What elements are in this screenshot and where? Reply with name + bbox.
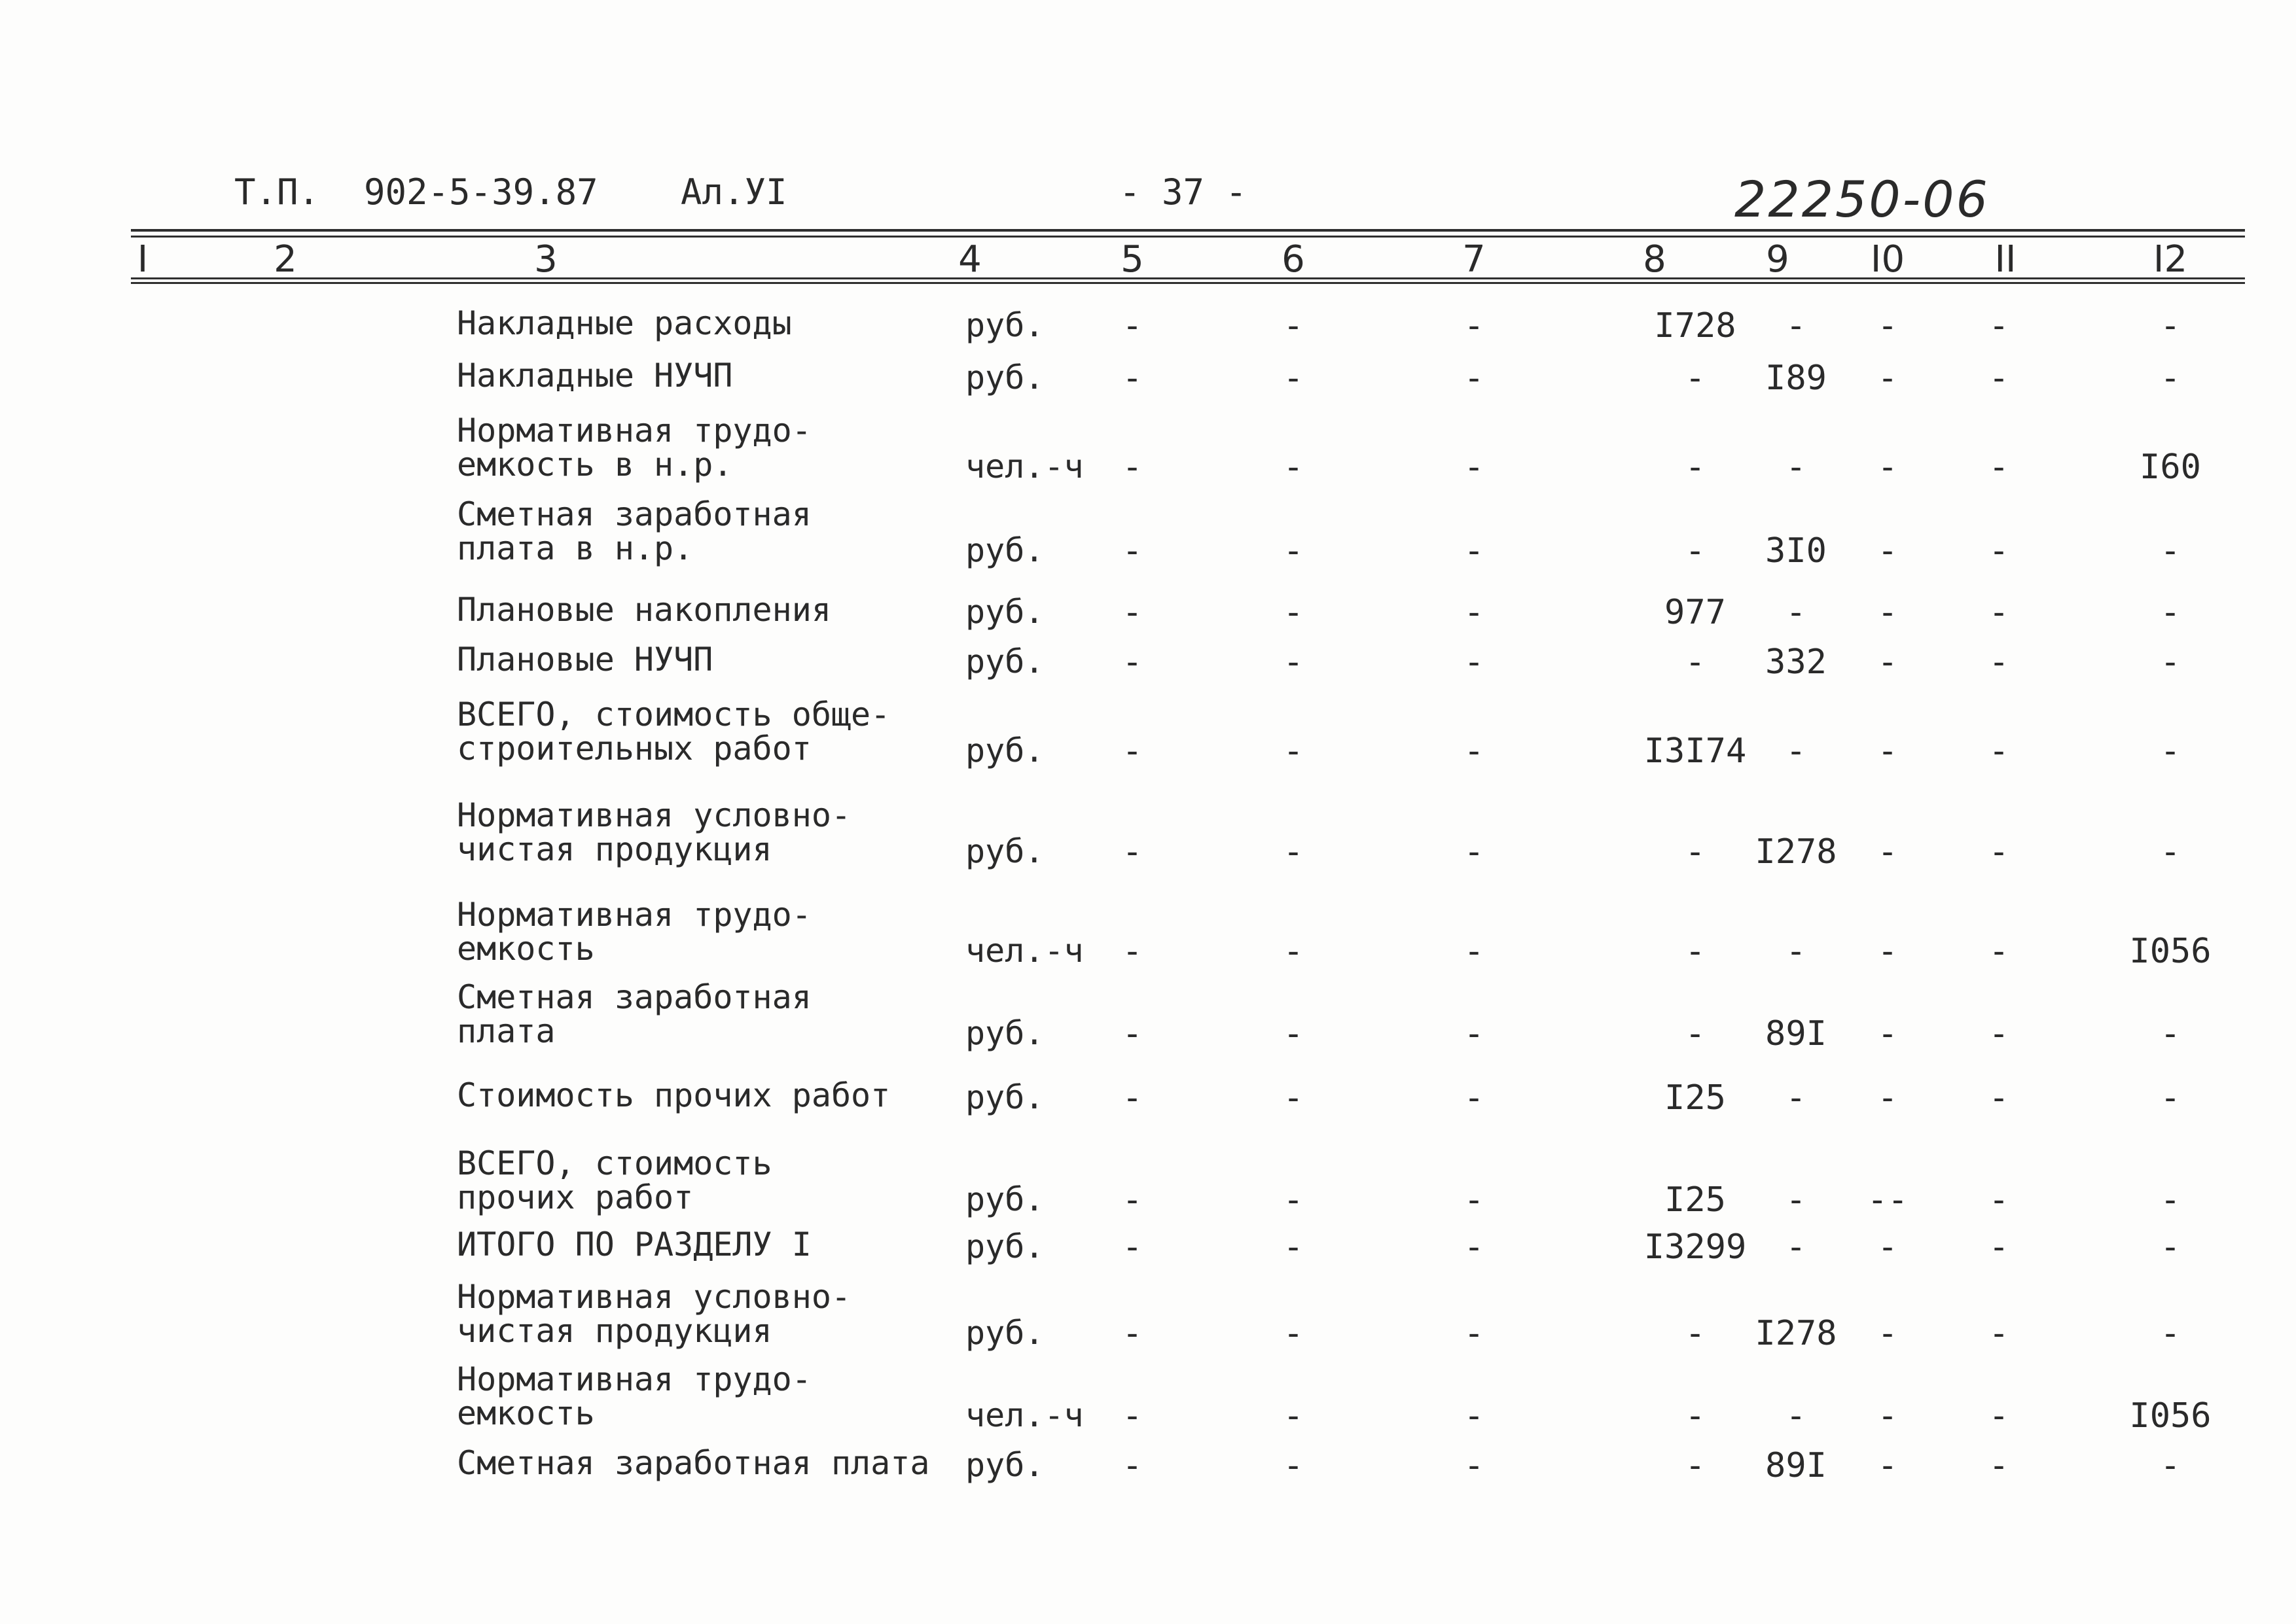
row-name — [457, 359, 732, 393]
row-value-col-9: - — [1785, 732, 1806, 771]
row-value-col-5: - — [1122, 643, 1143, 682]
row-value-col-5: - — [1122, 306, 1143, 345]
row-value-col-10: - — [1877, 1014, 1898, 1053]
project-label: Т.П. — [234, 171, 320, 213]
column-number: 2 — [274, 238, 297, 281]
row-value-col-5: - — [1122, 1014, 1143, 1053]
row-value-col-5: - — [1122, 1396, 1143, 1436]
column-number: I2 — [2153, 238, 2188, 281]
row-name-line: Накладные НУЧП — [457, 357, 733, 395]
row-name — [457, 1078, 890, 1112]
album-label: Ал.УI — [681, 171, 787, 213]
row-value-col-7: - — [1463, 1314, 1484, 1353]
row-unit: руб. — [965, 531, 1045, 569]
row-value-col-7: - — [1463, 832, 1484, 872]
row-name — [457, 1362, 812, 1430]
row-name — [457, 643, 713, 677]
row-value-col-10: - — [1877, 306, 1898, 345]
row-value-col-11: - — [1988, 1314, 2009, 1353]
row-value-col-11: - — [1988, 1446, 2009, 1485]
row-name-line: ВСЕГО, стоимость обще- — [457, 696, 891, 733]
row-name — [457, 980, 812, 1048]
row-name-line: ВСЕГО, стоимость — [457, 1144, 772, 1182]
row-value-col-7: - — [1463, 1078, 1484, 1118]
row-value-col-10: - — [1877, 1314, 1898, 1353]
row-value-col-8: I25 — [1664, 1180, 1726, 1220]
row-name — [457, 414, 812, 482]
row-value-col-9: - — [1785, 593, 1806, 632]
row-name-line: чистая продукция — [457, 830, 772, 868]
row-value-col-11: - — [1988, 593, 2009, 632]
row-value-col-10: - — [1877, 1396, 1898, 1436]
row-value-col-5: - — [1122, 359, 1143, 398]
row-value-col-12: - — [2160, 1014, 2181, 1053]
row-name-line: емкость в н.р. — [457, 446, 733, 484]
row-value-col-6: - — [1283, 732, 1304, 771]
row-name-line: строительных работ — [457, 730, 812, 768]
row-value-col-10: - — [1877, 932, 1898, 971]
row-value-col-9: I89 — [1765, 359, 1827, 398]
column-number: 7 — [1462, 238, 1486, 281]
row-value-col-12: I60 — [2140, 448, 2201, 487]
row-unit: руб. — [965, 1180, 1045, 1218]
row-value-col-5: - — [1122, 932, 1143, 971]
row-name — [457, 306, 792, 340]
row-name-line: Сметная заработная — [457, 495, 812, 533]
column-number: 6 — [1282, 238, 1305, 281]
row-value-col-12: - — [2160, 643, 2181, 682]
row-value-col-11: - — [1988, 932, 2009, 971]
row-value-col-5: - — [1122, 1078, 1143, 1118]
row-value-col-12: I056 — [2129, 932, 2212, 971]
row-value-col-9: - — [1785, 932, 1806, 971]
row-value-col-6: - — [1283, 359, 1304, 398]
row-value-col-8: I3299 — [1643, 1227, 1747, 1267]
row-value-col-8: - — [1685, 1014, 1706, 1053]
row-value-col-7: - — [1463, 1014, 1484, 1053]
project-code: 902-5-39.87 — [364, 171, 598, 213]
row-value-col-7: - — [1463, 732, 1484, 771]
row-value-col-7: - — [1463, 1180, 1484, 1220]
row-value-col-12: - — [2160, 1446, 2181, 1485]
row-value-col-10: - — [1877, 593, 1898, 632]
row-name-line: Нормативная трудо- — [457, 1360, 812, 1398]
top-rule-1 — [131, 229, 2245, 232]
row-value-col-12: - — [2160, 359, 2181, 398]
row-value-col-11: - — [1988, 448, 2009, 487]
row-name — [457, 697, 890, 766]
row-value-col-10: - — [1877, 732, 1898, 771]
row-unit: руб. — [965, 1314, 1045, 1352]
row-name-line: Плановые НУЧП — [457, 641, 713, 679]
row-value-col-7: - — [1463, 593, 1484, 632]
row-name-line: емкость — [457, 930, 595, 968]
column-number: I0 — [1870, 238, 1905, 281]
row-unit: чел.-ч — [965, 932, 1084, 970]
row-name-line: емкость — [457, 1394, 595, 1432]
row-value-col-9: 332 — [1765, 643, 1827, 682]
row-value-col-6: - — [1283, 932, 1304, 971]
row-name — [457, 1280, 851, 1348]
row-unit: руб. — [965, 643, 1045, 680]
row-value-col-6: - — [1283, 1014, 1304, 1053]
row-name-line: Сметная заработная — [457, 978, 812, 1016]
row-name-line: чистая продукция — [457, 1312, 772, 1350]
column-number: II — [1994, 238, 2017, 281]
row-name — [457, 1227, 812, 1262]
row-name-line: Стоимость прочих работ — [457, 1076, 891, 1114]
document-number: 22250-06 — [1734, 170, 1990, 228]
row-name-line: Нормативная условно- — [457, 1278, 852, 1316]
row-value-col-8: 977 — [1664, 593, 1726, 632]
row-value-col-7: - — [1463, 932, 1484, 971]
row-value-col-9: I278 — [1755, 1314, 1837, 1353]
row-value-col-11: - — [1988, 1180, 2009, 1220]
row-value-col-12: I056 — [2129, 1396, 2212, 1436]
row-value-col-8: - — [1685, 359, 1706, 398]
row-value-col-12: - — [2160, 732, 2181, 771]
row-unit: руб. — [965, 1078, 1045, 1116]
row-unit: руб. — [965, 832, 1045, 870]
column-number: 3 — [534, 238, 558, 281]
row-value-col-10: - — [1877, 1078, 1898, 1118]
column-header-rule-2 — [131, 282, 2245, 284]
row-value-col-5: - — [1122, 531, 1143, 571]
row-value-col-5: - — [1122, 732, 1143, 771]
row-value-col-7: - — [1463, 306, 1484, 345]
row-value-col-12: - — [2160, 593, 2181, 632]
row-value-col-7: - — [1463, 448, 1484, 487]
row-name-line: Нормативная трудо- — [457, 896, 812, 934]
row-name — [457, 1446, 929, 1480]
row-value-col-11: - — [1988, 1227, 2009, 1267]
row-value-col-10: - — [1877, 643, 1898, 682]
row-value-col-8: - — [1685, 1396, 1706, 1436]
row-name — [457, 798, 851, 866]
row-name — [457, 898, 812, 966]
row-value-col-9: - — [1785, 306, 1806, 345]
row-name-line: ИТОГО ПО РАЗДЕЛУ I — [457, 1226, 812, 1263]
row-unit: руб. — [965, 1227, 1045, 1265]
row-unit: руб. — [965, 306, 1045, 344]
row-name — [457, 1146, 772, 1214]
row-value-col-11: - — [1988, 359, 2009, 398]
row-value-col-9: 3I0 — [1765, 531, 1827, 571]
row-value-col-11: - — [1988, 643, 2009, 682]
row-unit: руб. — [965, 1014, 1045, 1052]
row-value-col-10: - — [1877, 832, 1898, 872]
row-value-col-5: - — [1122, 1314, 1143, 1353]
row-value-col-7: - — [1463, 1227, 1484, 1267]
row-name-line: прочих работ — [457, 1178, 694, 1216]
row-value-col-11: - — [1988, 306, 2009, 345]
row-value-col-9: I278 — [1755, 832, 1837, 872]
row-value-col-6: - — [1283, 593, 1304, 632]
row-unit: чел.-ч — [965, 1396, 1084, 1434]
row-value-col-10: - — [1877, 448, 1898, 487]
row-unit: руб. — [965, 732, 1045, 769]
row-name-line: Нормативная трудо- — [457, 412, 812, 450]
row-value-col-6: - — [1283, 1396, 1304, 1436]
row-value-col-5: - — [1122, 593, 1143, 632]
row-value-col-5: - — [1122, 448, 1143, 487]
page-number: - 37 - — [1119, 171, 1247, 213]
row-value-col-9: - — [1785, 1227, 1806, 1267]
row-name-line: Нормативная условно- — [457, 796, 852, 834]
row-value-col-7: - — [1463, 1446, 1484, 1485]
row-name — [457, 497, 812, 565]
row-value-col-12: - — [2160, 531, 2181, 571]
row-value-col-11: - — [1988, 832, 2009, 872]
row-unit: чел.-ч — [965, 448, 1084, 485]
row-value-col-11: - — [1988, 1078, 2009, 1118]
row-value-col-8: - — [1685, 643, 1706, 682]
row-value-col-12: - — [2160, 1078, 2181, 1118]
row-name-line: Плановые накопления — [457, 591, 831, 629]
row-unit: руб. — [965, 1446, 1045, 1484]
row-value-col-8: I25 — [1664, 1078, 1726, 1118]
row-value-col-11: - — [1988, 1396, 2009, 1436]
row-name-line: Накладные расходы — [457, 304, 792, 342]
row-name-line: плата — [457, 1012, 556, 1050]
row-value-col-10: -- — [1867, 1180, 1909, 1220]
row-value-col-6: - — [1283, 1180, 1304, 1220]
row-value-col-12: - — [2160, 1180, 2181, 1220]
row-value-col-10: - — [1877, 1227, 1898, 1267]
row-value-col-8: - — [1685, 1446, 1706, 1485]
row-value-col-7: - — [1463, 643, 1484, 682]
row-value-col-8: - — [1685, 832, 1706, 872]
column-number: 8 — [1643, 238, 1666, 281]
row-value-col-9: - — [1785, 1180, 1806, 1220]
row-value-col-9: - — [1785, 1396, 1806, 1436]
row-value-col-9: 89I — [1765, 1014, 1827, 1053]
row-value-col-7: - — [1463, 531, 1484, 571]
row-value-col-12: - — [2160, 1314, 2181, 1353]
column-number: 9 — [1766, 238, 1789, 281]
row-value-col-9: - — [1785, 1078, 1806, 1118]
row-value-col-10: - — [1877, 1446, 1898, 1485]
row-name — [457, 593, 831, 627]
row-value-col-6: - — [1283, 832, 1304, 872]
row-value-col-5: - — [1122, 1180, 1143, 1220]
row-name-line: Сметная заработная плата — [457, 1444, 930, 1482]
row-value-col-6: - — [1283, 1078, 1304, 1118]
column-number: 5 — [1121, 238, 1144, 281]
row-unit: руб. — [965, 359, 1045, 397]
top-rule-2 — [131, 236, 2245, 238]
row-value-col-5: - — [1122, 832, 1143, 872]
row-value-col-9: 89I — [1765, 1446, 1827, 1485]
column-header-rule-1 — [131, 277, 2245, 279]
row-value-col-6: - — [1283, 448, 1304, 487]
row-value-col-6: - — [1283, 1446, 1304, 1485]
row-value-col-6: - — [1283, 1314, 1304, 1353]
row-value-col-6: - — [1283, 531, 1304, 571]
row-value-col-12: - — [2160, 1227, 2181, 1267]
row-value-col-11: - — [1988, 732, 2009, 771]
row-value-col-5: - — [1122, 1446, 1143, 1485]
row-value-col-6: - — [1283, 643, 1304, 682]
column-number: 4 — [958, 238, 982, 281]
row-value-col-8: I728 — [1654, 306, 1736, 345]
row-unit: руб. — [965, 593, 1045, 631]
row-value-col-8: I3I74 — [1643, 732, 1747, 771]
row-value-col-7: - — [1463, 359, 1484, 398]
row-value-col-10: - — [1877, 531, 1898, 571]
row-value-col-9: - — [1785, 448, 1806, 487]
row-value-col-12: - — [2160, 306, 2181, 345]
row-value-col-8: - — [1685, 448, 1706, 487]
row-value-col-8: - — [1685, 531, 1706, 571]
row-value-col-12: - — [2160, 832, 2181, 872]
row-value-col-7: - — [1463, 1396, 1484, 1436]
column-number: I — [137, 238, 149, 281]
row-value-col-8: - — [1685, 932, 1706, 971]
row-value-col-5: - — [1122, 1227, 1143, 1267]
row-value-col-11: - — [1988, 1014, 2009, 1053]
row-value-col-6: - — [1283, 1227, 1304, 1267]
row-value-col-8: - — [1685, 1314, 1706, 1353]
row-value-col-10: - — [1877, 359, 1898, 398]
row-name-line: плата в н.р. — [457, 529, 694, 567]
row-value-col-6: - — [1283, 306, 1304, 345]
row-value-col-11: - — [1988, 531, 2009, 571]
